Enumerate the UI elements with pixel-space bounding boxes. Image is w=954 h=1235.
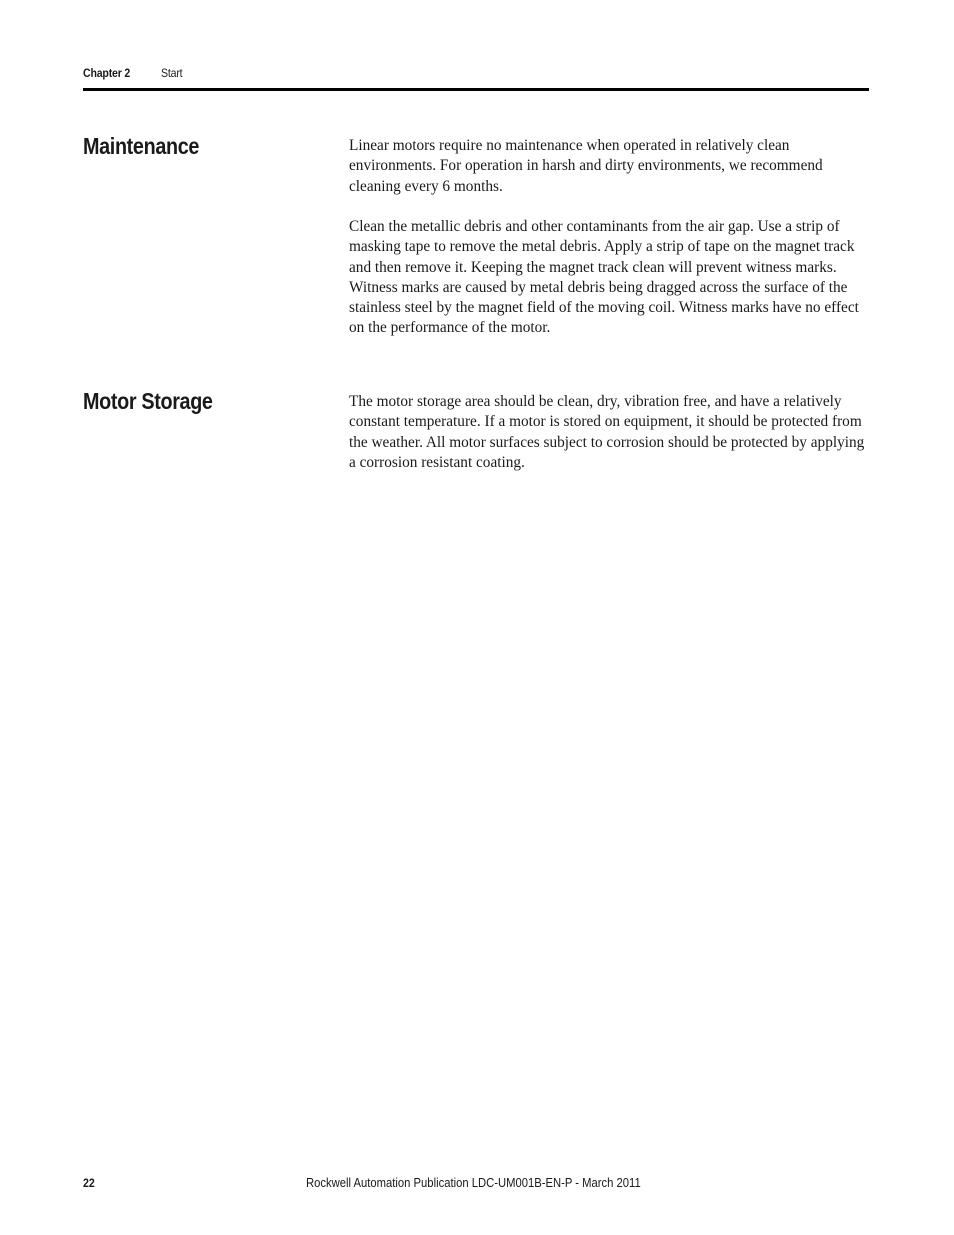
maintenance-heading: Maintenance <box>83 133 200 159</box>
maintenance-paragraph-2: Clean the metallic debris and other contaminants from the air gap. Use a strip of masking tape to remove the metal debris. Apply a strip of tape on the magnet track and then remove it. Keeping the magnet track clean will prevent witness marks. Witness marks are caused by metal debris being dragged across the surface of the stainless steel by the magnet field of the moving coil. Witness marks have no effect on the performance of the motor. <box>349 218 859 337</box>
motor-storage-paragraph-1: The motor storage area should be clean, dry, vibration free, and have a relatively constant temperature. If a motor is stored on equipment, it should be protected from the weather. All motor surfaces subject to corrosion should be protected by applying a corrosion resistant coating. <box>349 393 865 471</box>
chapter-label: Chapter 2 <box>83 66 131 80</box>
header-rule <box>83 88 869 91</box>
maintenance-paragraph-1: Linear motors require no maintenance when operated in relatively clean environments. For operation in harsh and dirty environments, we recommend cleaning every 6 months. <box>349 137 823 195</box>
section-label: Start <box>161 66 183 80</box>
page-number: 22 <box>83 1176 95 1190</box>
running-header <box>83 66 183 80</box>
publication-info: Rockwell Automation Publication LDC-UM001B-EN-P - March 2011 <box>306 1176 641 1190</box>
motor-storage-heading: Motor Storage <box>83 388 213 414</box>
